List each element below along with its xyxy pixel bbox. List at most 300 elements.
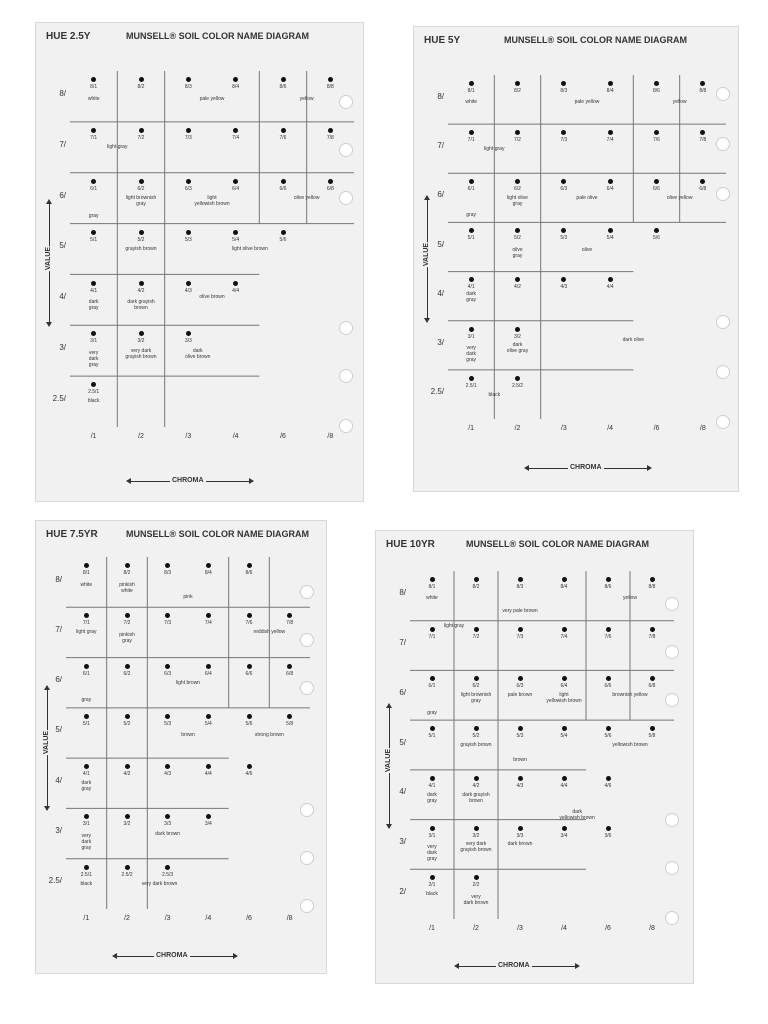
- color-name-label: white: [465, 99, 478, 106]
- color-chip: [646, 130, 668, 143]
- chip-dot: [125, 664, 130, 669]
- chip-code: 8/3: [184, 84, 192, 91]
- chip-code: 5/3: [516, 733, 524, 740]
- arrow-up-icon: [424, 195, 430, 200]
- color-chip: [597, 577, 619, 590]
- color-chip: [507, 327, 529, 340]
- color-name-label: gray: [427, 709, 437, 716]
- chip-dot: [518, 577, 523, 582]
- color-name-label: black: [80, 880, 93, 887]
- color-chip: [83, 179, 105, 192]
- color-chip: [130, 281, 152, 294]
- chip-code: 4/4: [606, 284, 614, 291]
- chroma-column-label: /2: [514, 425, 521, 432]
- value-axis-arrow: [386, 707, 394, 825]
- chip-dot: [139, 331, 144, 336]
- chip-code: 3/2: [137, 338, 145, 345]
- color-chip: [553, 627, 575, 640]
- value-row-label: 6/: [55, 675, 62, 685]
- chip-dot: [233, 128, 238, 133]
- color-chip: [177, 77, 199, 90]
- color-chip: [177, 281, 199, 294]
- chip-code: 8/3: [164, 570, 172, 577]
- color-chip: [507, 228, 529, 241]
- color-chip: [157, 563, 179, 576]
- chip-code: 6/2: [514, 186, 521, 193]
- color-chip: [116, 563, 138, 576]
- arrow-down-icon: [46, 322, 52, 327]
- color-chip: [509, 826, 531, 839]
- color-chip: [177, 230, 199, 243]
- chip-code: 3/1: [428, 832, 436, 839]
- munsell-sheet-hue-5y: [413, 26, 739, 492]
- chip-code: 3/1: [90, 338, 98, 345]
- chip-dot: [469, 376, 474, 381]
- color-chip: [116, 714, 138, 727]
- color-name-label: dark olive brown: [185, 347, 211, 360]
- chroma-axis-arrow: [528, 465, 648, 473]
- color-chip: [225, 77, 247, 90]
- chip-code: 6/1: [82, 670, 90, 677]
- color-chip: [460, 327, 482, 340]
- chip-dot: [206, 764, 211, 769]
- color-chip: [507, 277, 529, 290]
- color-chip: [460, 376, 482, 389]
- color-chip: [597, 826, 619, 839]
- arrow-right-icon: [575, 963, 580, 969]
- chroma-column-label: /2: [473, 925, 479, 932]
- chip-code: 8/2: [514, 87, 521, 94]
- chip-dot: [561, 179, 566, 184]
- binder-hole: [300, 633, 314, 647]
- chip-dot: [139, 281, 144, 286]
- chip-code: 8/6: [604, 583, 612, 590]
- chip-code: 5/2: [472, 733, 480, 740]
- value-axis-arrow: [424, 199, 432, 319]
- color-name-label: black: [488, 391, 501, 398]
- chip-dot: [84, 764, 89, 769]
- color-chip: [646, 81, 668, 94]
- color-chip: [197, 764, 219, 777]
- chip-code: 7/4: [560, 633, 568, 640]
- chip-code: 7/6: [279, 134, 287, 141]
- chip-code: 3/1: [467, 333, 475, 340]
- color-chip: [177, 128, 199, 141]
- color-name-diagram: [430, 75, 726, 441]
- chip-dot: [328, 128, 333, 133]
- chroma-column-label: /3: [185, 433, 192, 440]
- chip-dot: [515, 81, 520, 86]
- color-name-label: pinkish gray: [119, 631, 135, 644]
- color-chip: [272, 230, 294, 243]
- color-name-label: yellow: [672, 99, 687, 106]
- chroma-axis-arrow: [130, 478, 250, 486]
- chroma-column-label: /3: [164, 915, 171, 922]
- binder-hole: [339, 419, 353, 433]
- value-axis-arrow: [46, 203, 54, 323]
- value-row-label: 7/: [59, 139, 66, 149]
- value-row-label: 5/: [437, 239, 444, 249]
- chip-dot: [233, 77, 238, 82]
- chip-code: 5/3: [164, 720, 172, 727]
- chip-code: 7/4: [232, 134, 240, 141]
- color-chip: [116, 764, 138, 777]
- color-chip: [553, 776, 575, 789]
- value-row-label: 7/: [399, 638, 406, 648]
- chip-code: 6/1: [467, 186, 475, 193]
- chip-dot: [474, 676, 479, 681]
- chip-code: 5/2: [514, 235, 521, 242]
- chip-dot: [247, 764, 252, 769]
- color-name-label: olive yellow: [666, 194, 693, 201]
- color-chip: [238, 714, 260, 727]
- chip-dot: [650, 676, 655, 681]
- value-row-label: 5/: [399, 737, 406, 747]
- arrow-right-icon: [647, 465, 652, 471]
- arrow-down-icon: [386, 824, 392, 829]
- value-axis-label: VALUE: [385, 748, 393, 773]
- chip-dot: [515, 376, 520, 381]
- value-row-label: 2.5/: [430, 387, 444, 397]
- chip-code: 6/2: [472, 683, 480, 690]
- chroma-axis-label: CHROMA: [156, 952, 188, 959]
- chip-code: 6/3: [184, 185, 192, 192]
- binder-hole: [665, 813, 679, 827]
- value-row-label: 3/: [55, 826, 62, 836]
- color-chip: [238, 764, 260, 777]
- chip-code: 7/3: [560, 137, 568, 144]
- color-name-label: very dark gray: [88, 350, 99, 369]
- chroma-axis-label: CHROMA: [570, 464, 602, 471]
- chip-code: 8/8: [326, 84, 334, 91]
- chip-dot: [84, 563, 89, 568]
- chip-dot: [518, 627, 523, 632]
- color-name-label: yellow: [623, 595, 637, 602]
- color-chip: [553, 228, 575, 241]
- color-chip: [130, 331, 152, 344]
- color-chip: [465, 826, 487, 839]
- chip-dot: [206, 664, 211, 669]
- chroma-column-label: /8: [649, 925, 655, 932]
- chip-dot: [165, 814, 170, 819]
- chroma-column-label: /8: [327, 433, 334, 440]
- chip-dot: [125, 613, 130, 618]
- color-chip: [692, 179, 714, 192]
- color-name-label: brown: [513, 756, 527, 763]
- value-axis-label: VALUE: [43, 730, 51, 755]
- color-chip: [238, 664, 260, 677]
- chip-dot: [186, 230, 191, 235]
- color-chip: [599, 130, 621, 143]
- chip-code: 8/6: [279, 84, 287, 91]
- color-name-label: light brownish gray: [125, 195, 157, 208]
- value-row-label: 8/: [55, 574, 62, 584]
- value-row-label: 4/: [59, 292, 66, 302]
- chip-dot: [606, 676, 611, 681]
- chip-code: 4/4: [232, 287, 240, 294]
- chroma-axis-label: CHROMA: [498, 962, 530, 969]
- value-row-label: 6/: [399, 687, 406, 697]
- chip-code: 2.5/1: [80, 871, 92, 878]
- chip-code: 5/6: [653, 235, 660, 242]
- chip-dot: [608, 277, 613, 282]
- color-name-label: light gray: [443, 622, 465, 629]
- chip-dot: [91, 230, 96, 235]
- chip-dot: [206, 563, 211, 568]
- color-chip: [116, 613, 138, 626]
- color-name-label: brown: [181, 732, 195, 739]
- chip-code: 3/2: [123, 821, 131, 828]
- chip-dot: [469, 81, 474, 86]
- chip-code: 4/2: [123, 771, 131, 778]
- color-name-label: light gray: [107, 144, 128, 151]
- chip-code: 6/4: [232, 185, 240, 192]
- value-row-label: 6/: [437, 190, 444, 200]
- chip-dot: [91, 382, 96, 387]
- binder-hole: [339, 369, 353, 383]
- chip-dot: [515, 130, 520, 135]
- chip-dot: [91, 179, 96, 184]
- color-chip: [319, 128, 341, 141]
- chip-code: 7/6: [653, 137, 660, 144]
- color-chip: [197, 563, 219, 576]
- color-chip: [83, 77, 105, 90]
- color-chip: [507, 179, 529, 192]
- chip-dot: [469, 228, 474, 233]
- chip-dot: [165, 664, 170, 669]
- chip-dot: [562, 826, 567, 831]
- color-chip: [597, 676, 619, 689]
- binder-hole: [665, 911, 679, 925]
- chip-code: 7/1: [90, 134, 98, 141]
- sheet-header: [424, 35, 728, 49]
- color-chip: [465, 776, 487, 789]
- chip-dot: [518, 676, 523, 681]
- color-chip: [272, 128, 294, 141]
- color-chip: [272, 179, 294, 192]
- arrow-up-icon: [44, 685, 50, 690]
- chip-dot: [139, 128, 144, 133]
- color-chip: [553, 179, 575, 192]
- chip-code: 5/8: [648, 733, 656, 740]
- arrow-up-icon: [46, 199, 52, 204]
- chip-code: 8/2: [472, 583, 480, 590]
- chip-dot: [430, 826, 435, 831]
- chip-code: 8/2: [137, 84, 145, 91]
- chip-dot: [700, 81, 705, 86]
- chip-dot: [606, 726, 611, 731]
- chip-dot: [562, 577, 567, 582]
- value-row-label: 7/: [55, 624, 62, 634]
- value-row-label: 6/: [59, 190, 66, 200]
- chip-code: 7/1: [467, 137, 475, 144]
- chip-dot: [139, 230, 144, 235]
- color-name-label: gray: [466, 212, 477, 219]
- value-row-label: 3/: [437, 337, 444, 347]
- chip-dot: [474, 826, 479, 831]
- color-name-label: strong brown: [254, 732, 284, 739]
- chroma-column-label: /6: [246, 915, 252, 922]
- chip-code: 5/1: [467, 235, 475, 242]
- chip-dot: [186, 179, 191, 184]
- chip-code: 7/2: [472, 633, 480, 640]
- chip-dot: [606, 577, 611, 582]
- color-chip: [460, 228, 482, 241]
- color-chip: [319, 77, 341, 90]
- arrow-left-icon: [524, 465, 529, 471]
- chip-code: 8/4: [232, 84, 240, 91]
- chip-code: 5/2: [137, 236, 145, 243]
- color-chip: [75, 865, 97, 878]
- chip-code: 4/1: [90, 287, 98, 294]
- color-name-label: pinkish white: [119, 581, 135, 594]
- chip-dot: [469, 179, 474, 184]
- color-chip: [509, 726, 531, 739]
- color-chip: [553, 676, 575, 689]
- color-chip: [279, 664, 301, 677]
- chip-code: 4/4: [560, 782, 568, 789]
- chip-dot: [328, 77, 333, 82]
- chip-dot: [247, 563, 252, 568]
- diagram-title: MUNSELL® SOIL COLOR NAME DIAGRAM: [126, 529, 309, 539]
- color-chip: [599, 277, 621, 290]
- color-chip: [421, 577, 443, 590]
- chip-dot: [125, 865, 130, 870]
- color-name-label: white: [80, 581, 93, 588]
- chip-code: 4/1: [467, 284, 475, 291]
- color-chip: [272, 77, 294, 90]
- color-chip: [157, 865, 179, 878]
- color-name-label: olive yellow: [293, 195, 320, 202]
- color-chip: [157, 764, 179, 777]
- chip-dot: [430, 726, 435, 731]
- chip-dot: [474, 875, 479, 880]
- color-chip: [646, 228, 668, 241]
- chip-dot: [84, 865, 89, 870]
- color-chip: [465, 676, 487, 689]
- color-chip: [83, 331, 105, 344]
- chip-dot: [469, 130, 474, 135]
- chip-code: 6/6: [653, 186, 660, 193]
- color-name-label: very dark gray: [81, 833, 92, 852]
- chip-dot: [125, 563, 130, 568]
- chip-code: 3/3: [516, 832, 524, 839]
- color-name-label: light brown: [175, 679, 201, 686]
- chip-code: 6/8: [286, 670, 294, 677]
- chip-code: 2.5/3: [162, 871, 174, 878]
- value-row-label: 2.5/: [52, 393, 66, 403]
- sheet-header: [46, 31, 353, 45]
- color-chip: [553, 726, 575, 739]
- color-chip: [197, 664, 219, 677]
- chip-dot: [474, 577, 479, 582]
- chip-dot: [518, 826, 523, 831]
- chip-code: 5/4: [204, 720, 212, 727]
- chroma-column-label: /1: [468, 425, 475, 432]
- color-chip: [83, 230, 105, 243]
- sheet-header: [46, 529, 316, 543]
- chip-code: 7/1: [82, 620, 90, 627]
- chroma-axis-arrow: [458, 963, 576, 971]
- chip-code: 3/2: [514, 333, 521, 340]
- color-name-label: yellowish brown: [612, 742, 648, 749]
- chip-dot: [84, 714, 89, 719]
- diagram-title: MUNSELL® SOIL COLOR NAME DIAGRAM: [126, 31, 309, 41]
- color-chip: [597, 627, 619, 640]
- color-chip: [553, 826, 575, 839]
- color-chip: [553, 81, 575, 94]
- chroma-column-label: /3: [517, 925, 523, 932]
- color-chip: [177, 331, 199, 344]
- color-chip: [641, 726, 663, 739]
- color-chip: [460, 277, 482, 290]
- color-name-diagram: [48, 557, 310, 931]
- chip-dot: [474, 776, 479, 781]
- color-chip: [692, 81, 714, 94]
- color-chip: [646, 179, 668, 192]
- color-name-label: pale yellow: [574, 99, 600, 106]
- color-name-label: dark gray: [88, 299, 99, 312]
- color-chip: [225, 230, 247, 243]
- chip-code: 6/1: [90, 185, 98, 192]
- chip-code: 5/1: [82, 720, 90, 727]
- color-name-label: dark gray: [466, 290, 477, 303]
- value-row-label: 8/: [59, 88, 66, 98]
- sheet-header: [386, 539, 683, 553]
- chip-code: 5/4: [232, 236, 240, 243]
- chip-code: 4/2: [514, 284, 521, 291]
- color-name-diagram: [399, 571, 674, 941]
- chip-code: 6/6: [604, 683, 612, 690]
- color-chip: [597, 726, 619, 739]
- chip-code: 6/1: [428, 683, 436, 690]
- binder-hole: [339, 321, 353, 335]
- color-chip: [597, 776, 619, 789]
- munsell-sheet-hue-10yr: [375, 530, 694, 984]
- color-chip: [157, 714, 179, 727]
- chip-dot: [206, 814, 211, 819]
- binder-hole: [716, 415, 730, 429]
- binder-hole: [665, 693, 679, 707]
- color-chip: [197, 714, 219, 727]
- color-chip: [225, 179, 247, 192]
- chip-code: 7/8: [648, 633, 656, 640]
- value-row-label: 4/: [55, 775, 62, 785]
- chroma-column-label: /6: [280, 433, 286, 440]
- color-chip: [553, 130, 575, 143]
- color-name-label: pale yellow: [199, 95, 225, 102]
- color-name-label: dark yellowish brown: [559, 809, 595, 822]
- color-name-label: dark gray: [81, 780, 92, 793]
- color-name-label: pale brown: [507, 692, 533, 699]
- chip-code: 5/6: [604, 733, 612, 740]
- color-chip: [75, 664, 97, 677]
- chip-code: 7/8: [699, 137, 707, 144]
- color-chip: [692, 130, 714, 143]
- color-name-label: light brownish gray: [460, 692, 492, 705]
- binder-hole: [665, 861, 679, 875]
- chip-code: 7/6: [604, 633, 612, 640]
- chip-dot: [650, 577, 655, 582]
- chip-dot: [469, 327, 474, 332]
- chip-code: 8/4: [204, 570, 212, 577]
- chip-dot: [515, 277, 520, 282]
- chip-dot: [654, 179, 659, 184]
- color-chip: [130, 179, 152, 192]
- chip-code: 3/3: [164, 821, 172, 828]
- color-chip: [157, 613, 179, 626]
- chip-dot: [606, 776, 611, 781]
